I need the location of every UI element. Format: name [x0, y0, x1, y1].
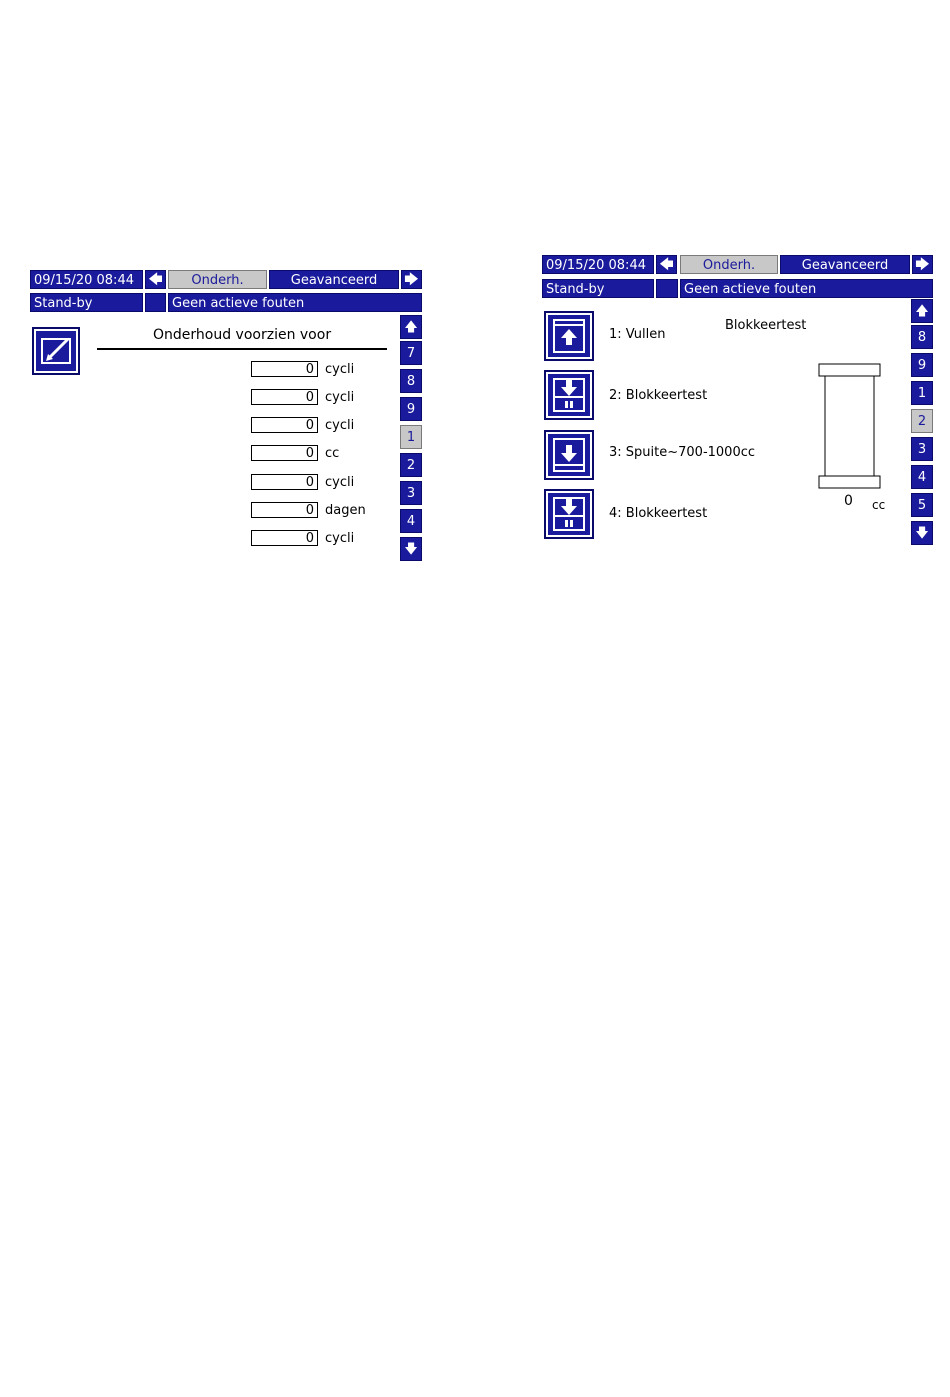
- counter-field[interactable]: 0: [251, 530, 318, 546]
- screen-number-button[interactable]: 4: [400, 509, 422, 533]
- row-unit: cycli: [325, 390, 355, 405]
- screen-number-button-selected[interactable]: 2: [911, 409, 933, 433]
- status-indicator: [656, 279, 678, 298]
- screen-number-button-selected[interactable]: 1: [400, 425, 422, 449]
- fill-up-icon: [546, 313, 592, 359]
- arrow-right-icon: 🡆: [404, 272, 419, 288]
- error-text: Geen actieve fouten: [680, 279, 933, 298]
- cylinder-unit: cc: [872, 498, 886, 512]
- stall-test-button[interactable]: [544, 370, 594, 420]
- arrow-left-icon: 🡄: [148, 272, 163, 288]
- screen-number-button[interactable]: 7: [400, 341, 422, 365]
- arrow-up-icon: 🡅: [404, 320, 418, 335]
- row-unit: cycli: [325, 531, 355, 546]
- screen-title: Blokkeertest: [725, 318, 807, 333]
- screen-number-button[interactable]: 1: [911, 381, 933, 405]
- tab-maintenance[interactable]: Onderh.: [680, 255, 778, 274]
- dispense-button[interactable]: [544, 430, 594, 480]
- screen-number-button[interactable]: 8: [911, 325, 933, 349]
- screen-number-button[interactable]: 4: [911, 465, 933, 489]
- row-unit: dagen: [325, 503, 366, 518]
- cylinder-value: 0: [844, 493, 853, 509]
- row-unit: cc: [325, 446, 340, 461]
- datetime: 09/15/20 08:44: [30, 270, 143, 289]
- step-label: 1: Vullen: [609, 327, 666, 342]
- cylinder-graphic: [815, 362, 885, 492]
- arrow-left-icon: 🡄: [659, 257, 674, 273]
- tab-maintenance[interactable]: Onderh.: [168, 270, 267, 289]
- status-text: Stand-by: [30, 293, 143, 312]
- screen-number-button[interactable]: 5: [911, 493, 933, 517]
- tab-advanced[interactable]: Geavanceerd: [269, 270, 399, 289]
- row-unit: cycli: [325, 418, 355, 433]
- screen-number-button[interactable]: 9: [911, 353, 933, 377]
- counter-field[interactable]: 0: [251, 502, 318, 518]
- row-unit: cycli: [325, 475, 355, 490]
- error-text: Geen actieve fouten: [168, 293, 422, 312]
- row-unit: cycli: [325, 362, 355, 377]
- status-text: Stand-by: [542, 279, 654, 298]
- section-title: Onderhoud voorzien voor: [153, 327, 332, 343]
- step-label: 2: Blokkeertest: [609, 388, 708, 403]
- step-label: 4: Blokkeertest: [609, 506, 708, 521]
- next-screen-button[interactable]: [912, 255, 933, 274]
- counter-field[interactable]: 0: [251, 445, 318, 461]
- stall-test-button[interactable]: [544, 489, 594, 539]
- screen-number-button[interactable]: 3: [400, 481, 422, 505]
- screen-number-button[interactable]: 8: [400, 369, 422, 393]
- screen-number-button[interactable]: 2: [400, 453, 422, 477]
- prev-screen-button[interactable]: [656, 255, 677, 274]
- arrow-down-icon: 🡇: [404, 542, 418, 557]
- arrow-right-icon: 🡆: [915, 257, 930, 273]
- datetime: 09/15/20 08:44: [542, 255, 654, 274]
- arrow-up-icon: 🡅: [915, 304, 929, 319]
- counter-field[interactable]: 0: [251, 474, 318, 490]
- screen-number-button[interactable]: 9: [400, 397, 422, 421]
- counter-field[interactable]: 0: [251, 417, 318, 433]
- fill-button[interactable]: [544, 311, 594, 361]
- counter-field[interactable]: 0: [251, 389, 318, 405]
- step-label: 3: Spuite~700-1000cc: [609, 445, 756, 460]
- dispense-down-icon: [546, 432, 592, 478]
- scroll-up-button[interactable]: [911, 299, 933, 323]
- stall-down-icon: [546, 491, 592, 537]
- stall-test-screen: [0, 0, 950, 570]
- counter-field[interactable]: 0: [251, 361, 318, 377]
- scroll-down-button[interactable]: [911, 521, 933, 545]
- tab-advanced[interactable]: Geavanceerd: [780, 255, 910, 274]
- stall-down-icon: [546, 372, 592, 418]
- arrow-down-icon: 🡇: [915, 526, 929, 541]
- screen-number-button[interactable]: 3: [911, 437, 933, 461]
